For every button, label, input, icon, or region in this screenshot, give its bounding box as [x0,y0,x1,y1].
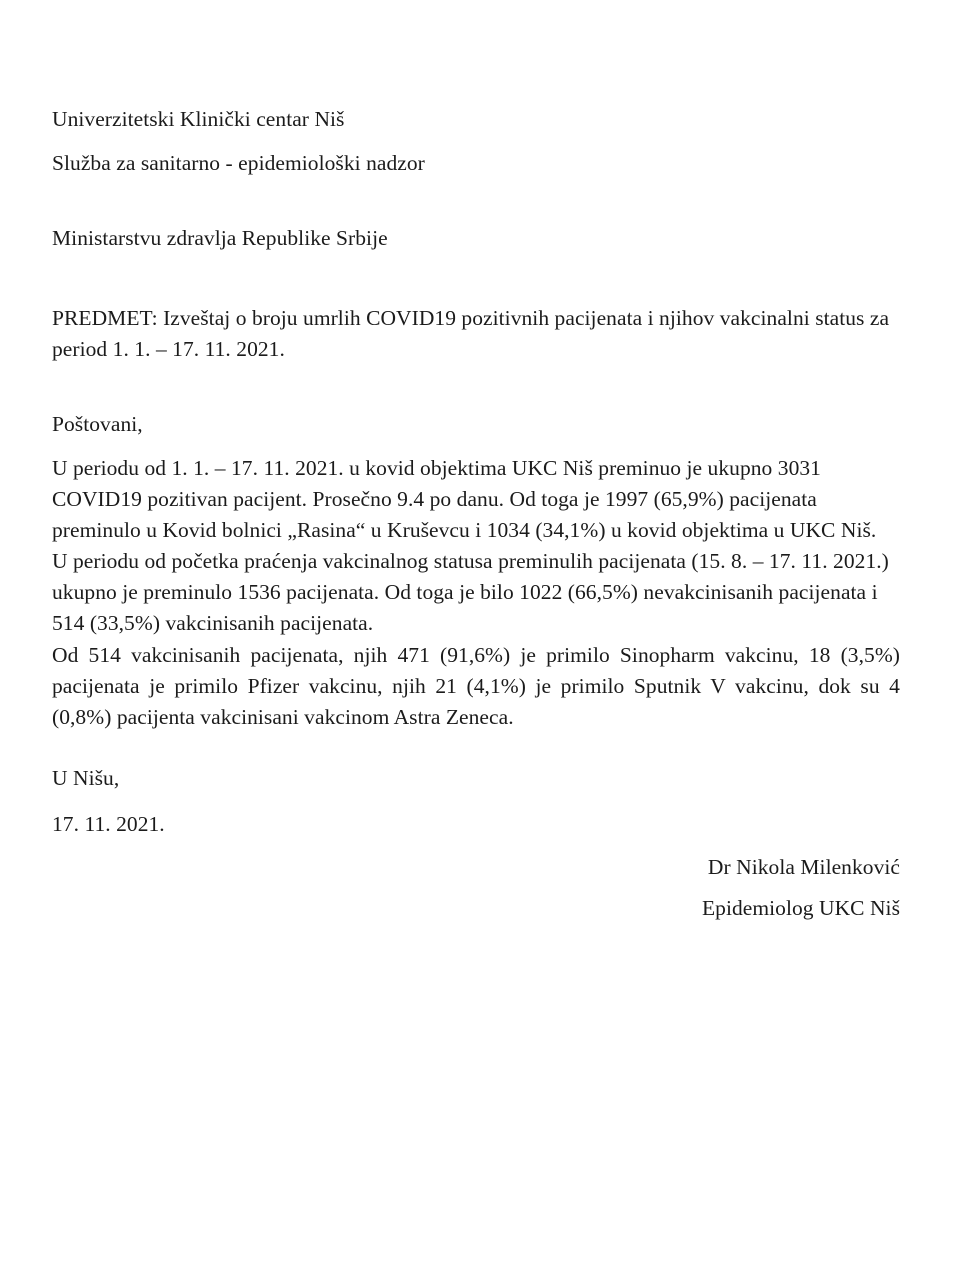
addressee-line: Ministarstvu zdravlja Republike Srbije [52,226,388,250]
closing-date: 17. 11. 2021. [52,812,165,836]
signature-title: Epidemiolog UKC Niš [701,896,900,920]
body-paragraph-deaths-total: U periodu od 1. 1. – 17. 11. 2021. u kovid objektima UKC Niš preminuo je ukupno 3031 COVID19 pozitivan pacijent. Prosečno 9.4 po danu. Od toga je 1997 (65,9%) pacijenata preminulo u Kovid bolnici „Rasina“ u Kruševcu i 1034 (34,1%) u kovid objektima u UKC Niš. [52,456,877,542]
organization-department: Služba za sanitarno - epidemiološki nadzor [52,151,425,175]
closing-city: U Nišu, [52,766,120,790]
salutation: Poštovani, [52,412,143,436]
organization-name: Univerzitetski Klinički centar Niš [52,107,345,131]
signature-name: Dr Nikola Milenković [707,855,900,879]
subject-line: PREDMET: Izveštaj o broju umrlih COVID19 pozitivnih pacijenata i njihov vakcinalni status za period 1. 1. – 17. 11. 2021. [52,306,890,361]
body-paragraph-vaccination-status: U periodu od početka praćenja vakcinalnog statusa preminulih pacijenata (15. 8. – 17. 11. 2021.) ukupno je preminulo 1536 pacijenata. Od toga je bilo 1022 (66,5%) nevakcinisanih pacijenata i 514 (33,5%) vakcinisanih pacijenata. [52,549,889,635]
body-paragraph-vaccine-breakdown: Od 514 vakcinisanih pacijenata, njih 471 (91,6%) je primilo Sinopharm vakcinu, 18 (3,5%) pacijenata je primilo Pfizer vakcinu, njih 21 (4,1%) je primilo Sputnik V vakcinu, dok su 4 (0,8%) pacijenta vakcinisani vakcinom Astra Zeneca. [52,643,900,729]
